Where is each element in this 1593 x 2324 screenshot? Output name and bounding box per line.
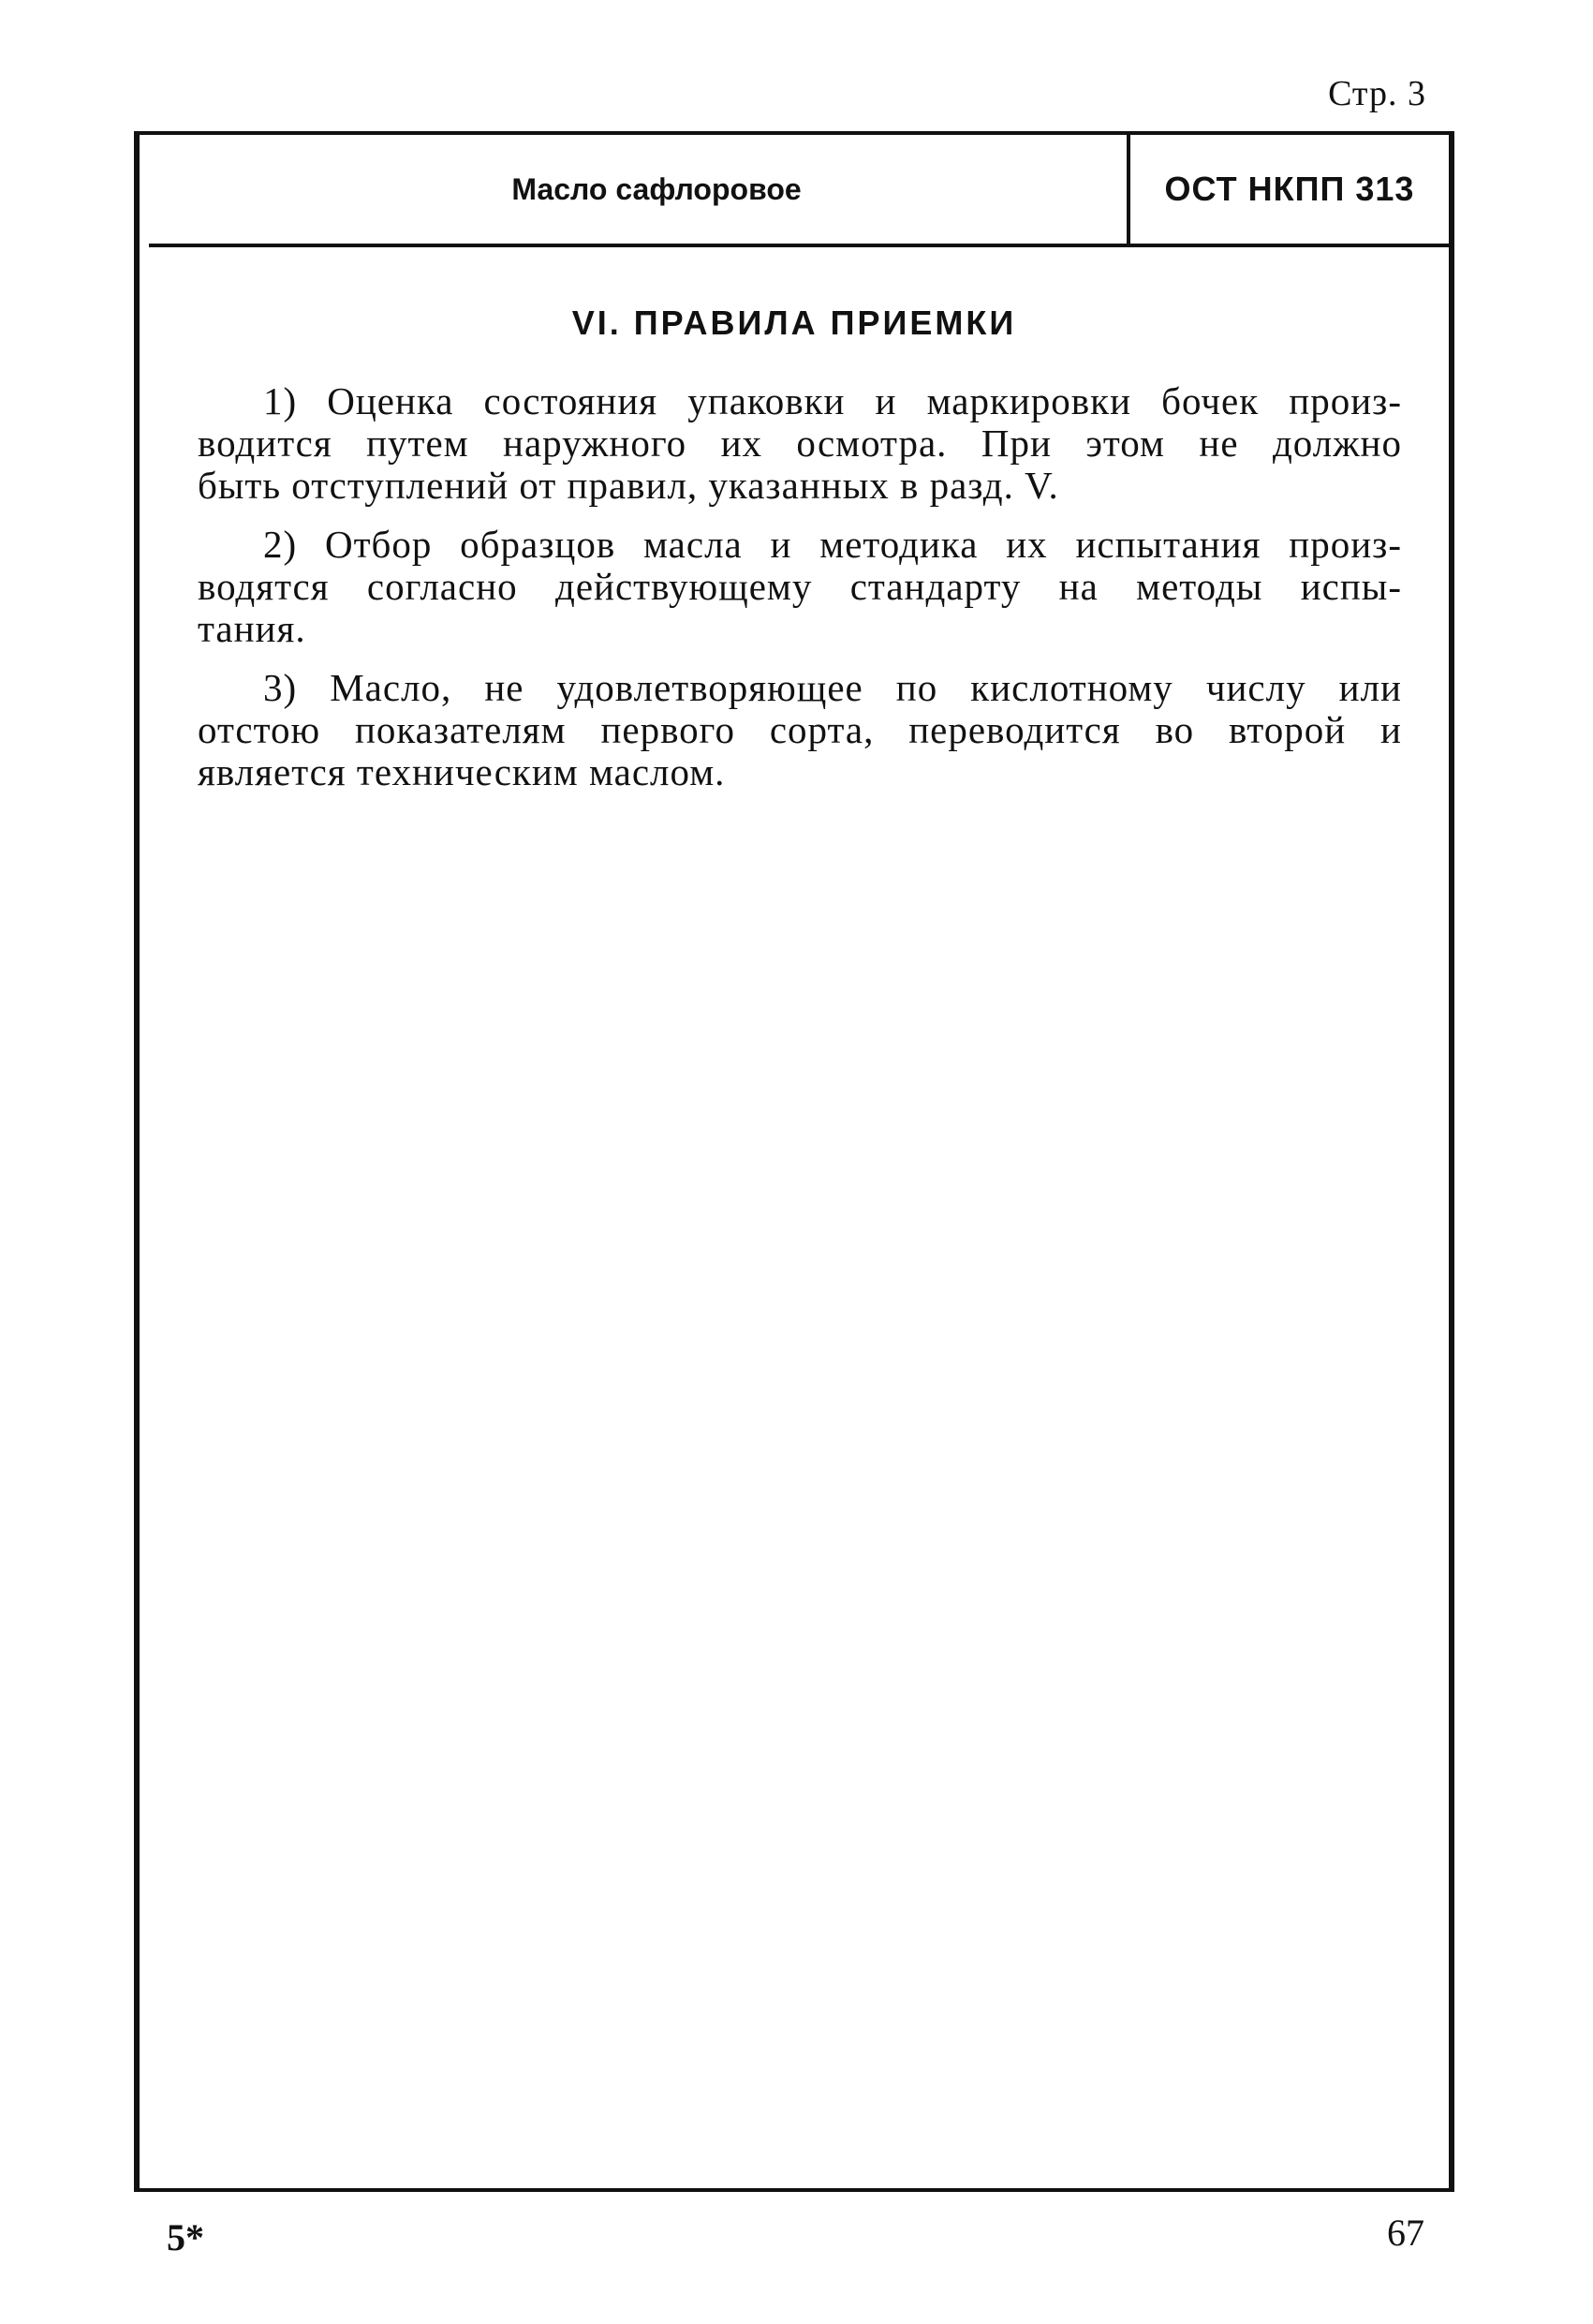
standard-code: ОСТ НКПП 313 xyxy=(1127,135,1449,244)
paragraph-3 xyxy=(198,667,1402,793)
paragraph-line: 3) Масло, не удовлетворяющее по кислотному числу или xyxy=(263,666,1402,709)
paragraph-line: 2) Отбор образцов масла и методика их испытания произ- xyxy=(263,523,1402,566)
paragraph-line: водятся согласно действующему стандарту на методы испы- xyxy=(198,565,1402,608)
section-content xyxy=(198,380,1402,810)
page-number: 67 xyxy=(1387,2212,1424,2254)
paragraph-line: тания. xyxy=(198,607,306,650)
document-frame xyxy=(134,131,1454,2192)
paragraph-line: 1) Оценка состояния упаковки и маркировки бочек произ- xyxy=(263,379,1402,422)
signature-mark: 5* xyxy=(167,2216,204,2258)
paragraph-line: быть отступлений от правил, указанных в разд. V. xyxy=(198,464,1059,507)
document-title: Масло сафлоровое xyxy=(511,171,802,206)
paragraph-2 xyxy=(198,524,1402,650)
paragraph-1 xyxy=(198,380,1402,507)
paragraph-line: является техническим маслом. xyxy=(198,750,726,793)
page-label: Стр. 3 xyxy=(1328,74,1426,113)
header xyxy=(149,135,1449,247)
paragraph-line: водится путем наружного их осмотра. При этом не должно xyxy=(198,422,1402,465)
paragraph-line: отстою показателям первого сорта, переводится во второй и xyxy=(198,708,1402,751)
section-heading: VI. ПРАВИЛА ПРИЕМКИ xyxy=(571,303,1017,342)
